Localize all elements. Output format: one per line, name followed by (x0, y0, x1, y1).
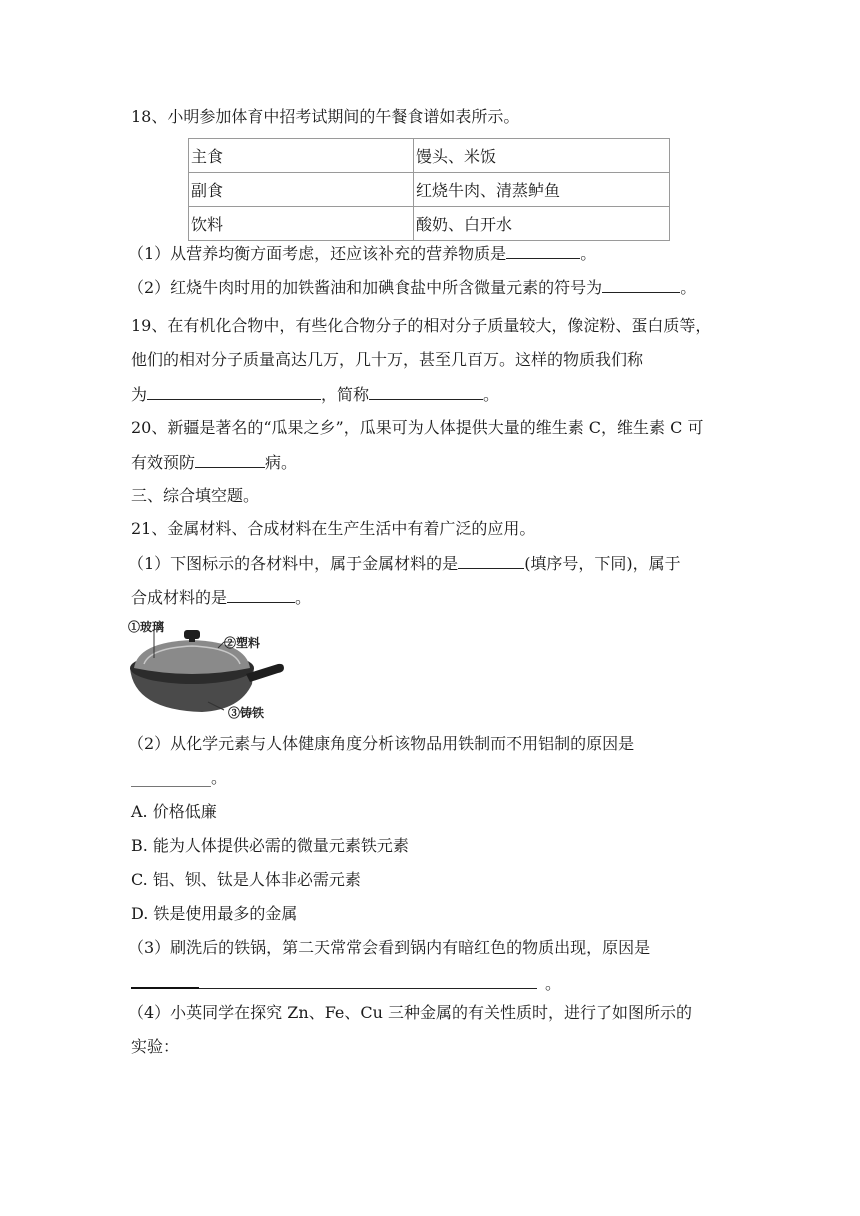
figure-label-glass: ①玻璃 (128, 620, 165, 634)
q21-part1-line2-text: 合成材料的是 (131, 588, 228, 607)
table-cell: 红烧牛肉、清蒸鲈鱼 (414, 173, 670, 207)
option-c: C. 铝、钡、钛是人体非必需元素 (131, 870, 361, 889)
q18-stem: 18、小明参加体育中招考试期间的午餐食谱如表所示。 (131, 107, 520, 126)
q21-part4-line1: （4）小英同学在探究 Zn、Fe、Cu 三种金属的有关性质时，进行了如图所示的 (128, 1003, 693, 1022)
answer-blank[interactable] (199, 973, 537, 989)
q18-part1-end: 。 (580, 244, 597, 263)
q18-part1 (128, 243, 596, 264)
q19-line3-end: 。 (483, 385, 500, 404)
answer-blank[interactable] (147, 384, 321, 400)
answer-blank[interactable] (195, 452, 265, 468)
q21-part3-end: 。 (545, 974, 562, 993)
table-cell: 副食 (189, 173, 414, 207)
option-d: D. 铁是使用最多的金属 (131, 904, 298, 923)
q18-part2 (128, 277, 696, 298)
option-b: B. 能为人体提供必需的微量元素铁元素 (131, 836, 409, 855)
section-heading: 三、综合填空题。 (131, 486, 260, 505)
figure-label-cast-iron: ③铸铁 (228, 706, 265, 720)
q21-part1-text: （1）下图标示的各材料中，属于金属材料的是 (128, 554, 459, 573)
q21-part1-line1 (128, 553, 681, 574)
answer-blank[interactable] (506, 243, 580, 259)
q21-part2-line1: （2）从化学元素与人体健康角度分析该物品用铁制而不用铝制的原因是 (128, 734, 635, 753)
table-row (189, 173, 670, 207)
table-cell: 酸奶、白开水 (414, 207, 670, 241)
answer-blank[interactable] (227, 587, 295, 603)
answer-blank[interactable] (369, 384, 483, 400)
q18-part1-text: （1）从营养均衡方面考虑，还应该补充的营养物质是 (128, 244, 507, 263)
q21-part1-text-b: (填序号，下同)，属于 (524, 554, 681, 573)
q20-line2-prefix: 有效预防 (131, 453, 196, 472)
q20-line2 (131, 452, 297, 473)
figure-label-plastic: ②塑料 (224, 636, 261, 650)
q19-line2: 他们的相对分子质量高达几万，几十万，甚至几百万。这样的物质我们称 (131, 350, 644, 369)
q19-line3 (131, 384, 499, 405)
q19-line3-prefix: 为 (131, 385, 148, 404)
q21-part3-line2 (131, 972, 561, 994)
table-row (189, 207, 670, 241)
q21-part1-line2 (131, 587, 311, 608)
answer-blank[interactable] (131, 972, 199, 989)
wok-figure (128, 618, 286, 722)
menu-table (188, 138, 670, 241)
q19-line1: 19、在有机化合物中，有些化合物分子的相对分子质量较大，像淀粉、蛋白质等， (131, 316, 712, 335)
q20-line1: 20、新疆是著名的“瓜果之乡”，瓜果可为人体提供大量的维生素 C，维生素 C 可 (131, 418, 704, 437)
q21-part1-line2-end: 。 (295, 588, 312, 607)
q18-part2-end: 。 (680, 278, 697, 297)
q21-part2-line2: __________。 (131, 768, 228, 787)
table-cell: 饮料 (189, 207, 414, 241)
answer-blank[interactable] (458, 553, 524, 569)
q18-part2-text: （2）红烧牛肉时用的加铁酱油和加碘食盐中所含微量元素的符号为 (128, 278, 603, 297)
q21-part4-line2: 实验： (131, 1037, 180, 1056)
answer-blank[interactable] (602, 277, 680, 293)
q19-line3-mid: ，简称 (321, 385, 370, 404)
table-row (189, 139, 670, 173)
option-a: A. 价格低廉 (131, 802, 217, 821)
table-cell: 主食 (189, 139, 414, 173)
table-cell: 馒头、米饭 (414, 139, 670, 173)
q21-stem: 21、金属材料、合成材料在生产生活中有着广泛的应用。 (131, 519, 536, 538)
q20-line2-end: 病。 (265, 453, 298, 472)
q21-part3-line1: （3）刷洗后的铁锅，第二天常常会看到锅内有暗红色的物质出现，原因是 (128, 938, 651, 957)
